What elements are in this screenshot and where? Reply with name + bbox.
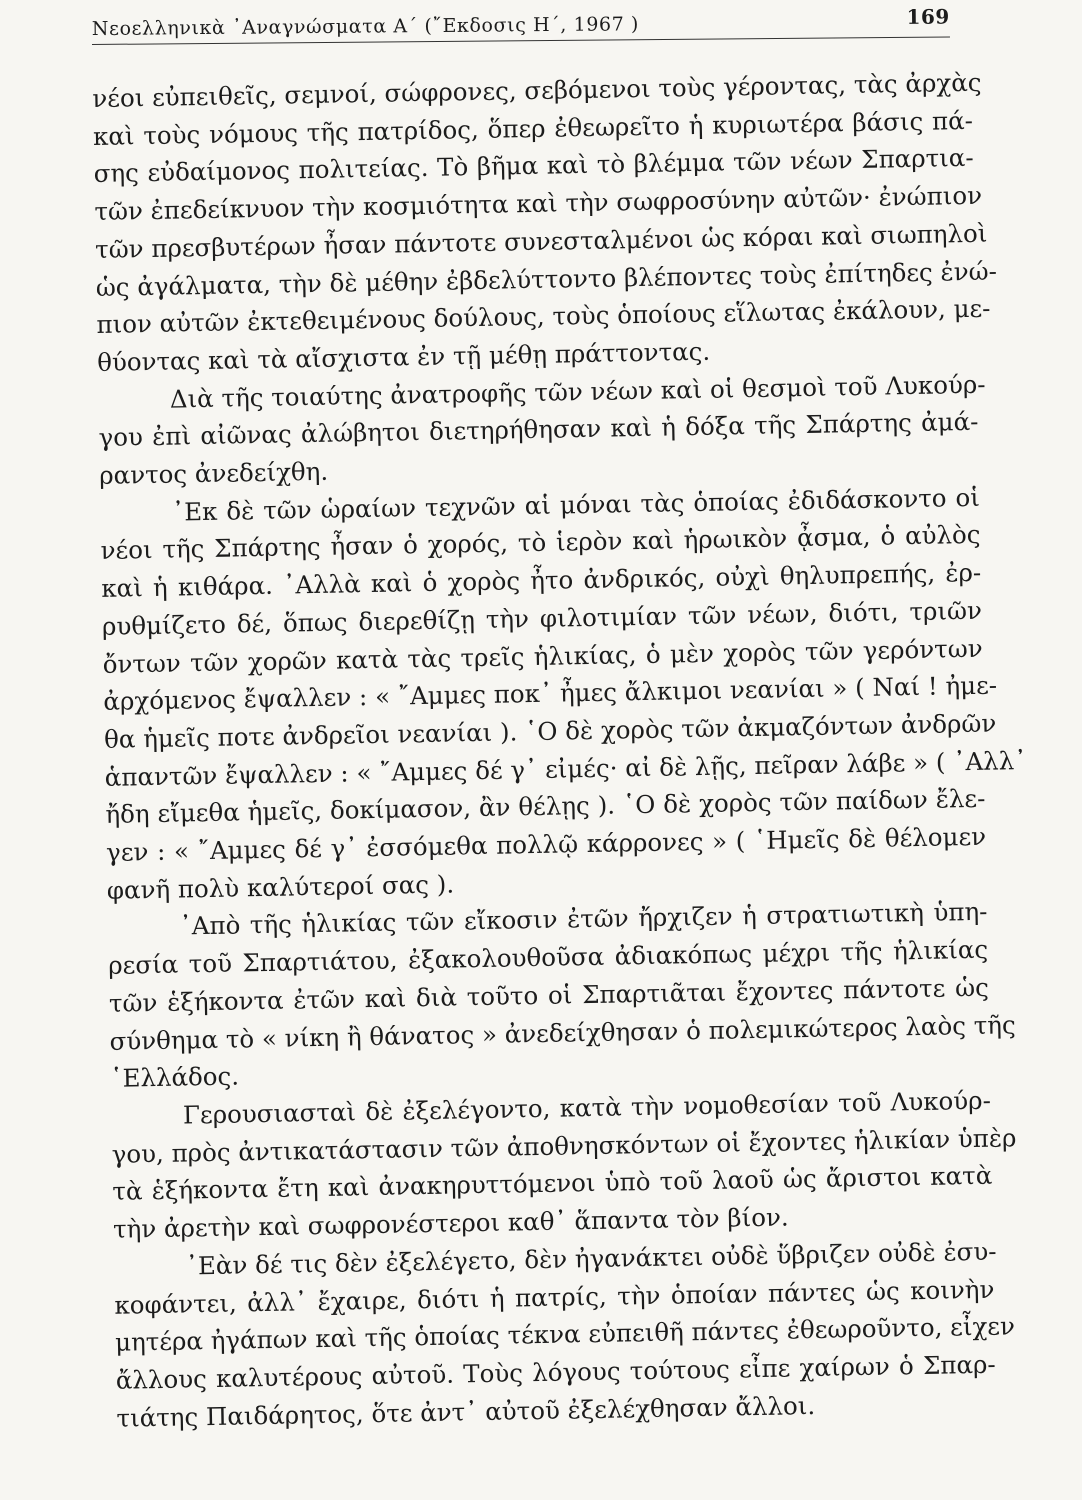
text-line: μητέρα ἠγάπων καὶ τῆς ὁποίας τέκνα εὐπειθῆ πάντες ἐθεωροῦντο, εἶχεν xyxy=(114,1311,1016,1357)
text-line: ρυθμίζετο δέ, ὅπως διερεθίζῃ τὴν φιλοτιμίαν τῶν νέων, διότι, τριῶν xyxy=(101,595,983,641)
text-line: τιάτης Παιδάρητος, ὅτε ἀντ᾿ αὐτοῦ ἐξελέχθησαν ἄλλοι. xyxy=(116,1390,816,1433)
text-line: φανῆ πολὺ καλύτεροί σας ). xyxy=(106,869,455,905)
text-line: ῾Ελλάδος. xyxy=(110,1061,240,1094)
text-line: γου ἐπὶ αἰῶνας ἀλώβητοι διετηρήθησαν καὶ ἡ δόξα τῆς Σπάρτης ἀμά- xyxy=(98,407,979,453)
page-header xyxy=(92,1,950,45)
text-line: καὶ ἡ κιθάρα. ᾿Αλλὰ καὶ ὁ χορὸς ἦτο ἀνδρικός, οὐχὶ θηλυπρεπής, ἐρ- xyxy=(101,557,982,604)
text-line: ἤδη εἴμεθα ἡμεῖς, δοκίμασον, ἂν θέλῃς ). ῾Ο δὲ χορὸς τῶν παίδων ἔλε- xyxy=(105,784,986,830)
text-line: Γερουσιασταὶ δὲ ἐξελέγοντο, κατὰ τὴν νομοθεσίαν τοῦ Λυκούρ- xyxy=(182,1085,992,1130)
text-line: σύνθημα τὸ « νίκη ἢ θάνατος » ἀνεδείχθησαν ὁ πολεμικώτερος λαὸς τῆς xyxy=(109,1009,1016,1056)
text-line: νέοι εὐπειθεῖς, σεμνοί, σώφρονες, σεβόμενοι τοὺς γέροντας, τὰς ἀρχὰς xyxy=(92,67,982,113)
text-line: ἀρχόμενος ἔψαλλεν : « ῎Αμμες ποκ᾿ ἦμες ἄλκιμοι νεανίαι » ( Ναί ! ἠμε- xyxy=(103,670,998,717)
text-line: κοφάντει, ἀλλ᾿ ἔχαιρε, διότι ἡ πατρίς, τὴν ὁποίαν πάντες ὡς κοινὴν xyxy=(114,1274,995,1320)
text-line: τῶν ἐπεδείκνυον τὴν κοσμιότητα καὶ τὴν σωφροσύνην αὐτῶν· ἐνώπιον xyxy=(94,180,983,227)
text-line: νέοι τῆς Σπάρτης ἦσαν ὁ χορός, τὸ ἱερὸν καὶ ἡρωικὸν ᾆσμα, ὁ αὐλὸς xyxy=(100,520,981,566)
text-line: θα ἡμεῖς ποτε ἀνδρεῖοι νεανίαι ). ῾Ο δὲ χορὸς τῶν ἀκμαζόντων ἀνδρῶν xyxy=(103,708,997,754)
text-line: ραντος ἀνεδείχθη. xyxy=(98,456,329,490)
text-line: τῶν πρεσβυτέρων ἦσαν πάντοτε συνεσταλμένοι ὡς κόραι καὶ σιωπηλοὶ xyxy=(94,218,988,264)
text-line: Διὰ τῆς τοιαύτης ἀνατροφῆς τῶν νέων καὶ οἱ θεσμοὶ τοῦ Λυκούρ- xyxy=(169,369,986,414)
text-line: ᾿Εὰν δέ τις δὲν ἐξελέγετο, δὲν ἠγανάκτει οὐδὲ ὕβριζεν οὐδὲ ἐσυ- xyxy=(185,1236,997,1281)
text-line: ὡς ἀγάλματα, τὴν δὲ μέθην ἐβδελύττοντο βλέποντες τοὺς ἐπίτηδες ἐνώ- xyxy=(95,255,998,302)
text-line: ἁπαντῶν ἔψαλλεν : « ῎Αμμες δέ γ᾿ εἰμές· αἰ δὲ λῇς, πεῖραν λάβε » ( ᾿Αλλ᾿ xyxy=(104,745,1027,792)
text-line: γου, πρὸς ἀντικατάστασιν τῶν ἀποθνησκόντων οἱ ἔχοντες ἡλικίαν ὑπὲρ xyxy=(111,1122,1017,1169)
text-line: πιον αὐτῶν ἐκτεθειμένους δούλους, τοὺς ὁποίους εἵλωτας ἐκάλουν, με- xyxy=(96,293,991,340)
text-line: ἄλλους καλυτέρους αὐτοῦ. Τοὺς λόγους τούτους εἶπε χαίρων ὁ Σπαρ- xyxy=(115,1349,996,1395)
text-line: τῶν ἑξήκοντα ἐτῶν καὶ διὰ τοῦτο οἱ Σπαρτιᾶται ἔχοντες πάντοτε ὡς xyxy=(108,972,990,1018)
page-number: 169 xyxy=(906,4,950,29)
text-line: ρεσία τοῦ Σπαρτιάτου, ἐξακολουθοῦσα ἀδιακόπως μέχρι τῆς ἡλικίας xyxy=(107,934,989,981)
body-text xyxy=(92,64,1027,1437)
text-line: καὶ τοὺς νόμους τῆς πατρίδος, ὅπερ ἐθεωρεῖτο ἡ κυριωτέρα βάσις πά- xyxy=(92,105,974,151)
text-line: τὰ ἑξήκοντα ἔτη καὶ ἀνακηρυττόμενοι ὑπὸ τοῦ λαοῦ ὡς ἄριστοι κατὰ xyxy=(112,1161,993,1207)
text-line: σης εὐδαίμονος πολιτείας. Τὸ βῆμα καὶ τὸ βλέμμα τῶν νέων Σπαρτια- xyxy=(93,143,974,189)
text-line: ᾿Απὸ τῆς ἡλικίας τῶν εἴκοσιν ἐτῶν ἤρχιζεν ἡ στρατιωτικὴ ὑπη- xyxy=(179,897,988,942)
text-line: τὴν ἀρετὴν καὶ σωφρονέστεροι καθ᾿ ἅπαντα τὸν βίον. xyxy=(112,1202,789,1244)
running-title: Νεοελληνικὰ ᾿Αναγνώσματα Α΄ (῎Εκδοσις Η΄, 1967 ) xyxy=(91,13,640,41)
text-line: ᾿Εκ δὲ τῶν ὡραίων τεχνῶν αἱ μόναι τὰς ὁποίας ἐδιδάσκοντο οἱ xyxy=(171,482,981,527)
text-line: γεν : « ῎Αμμες δέ γ᾿ ἐσσόμεθα πολλῷ κάρρονες » ( ῾Ημεῖς δὲ θέλομεν xyxy=(105,821,987,867)
text-line: ὄντων τῶν χορῶν κατὰ τὰς τρεῖς ἡλικίας, ὁ μὲν χορὸς τῶν γερόντων xyxy=(102,633,983,679)
text-line: θύοντας καὶ τὰ αἴσχιστα ἐν τῇ μέθῃ πράττοντας. xyxy=(96,336,711,377)
